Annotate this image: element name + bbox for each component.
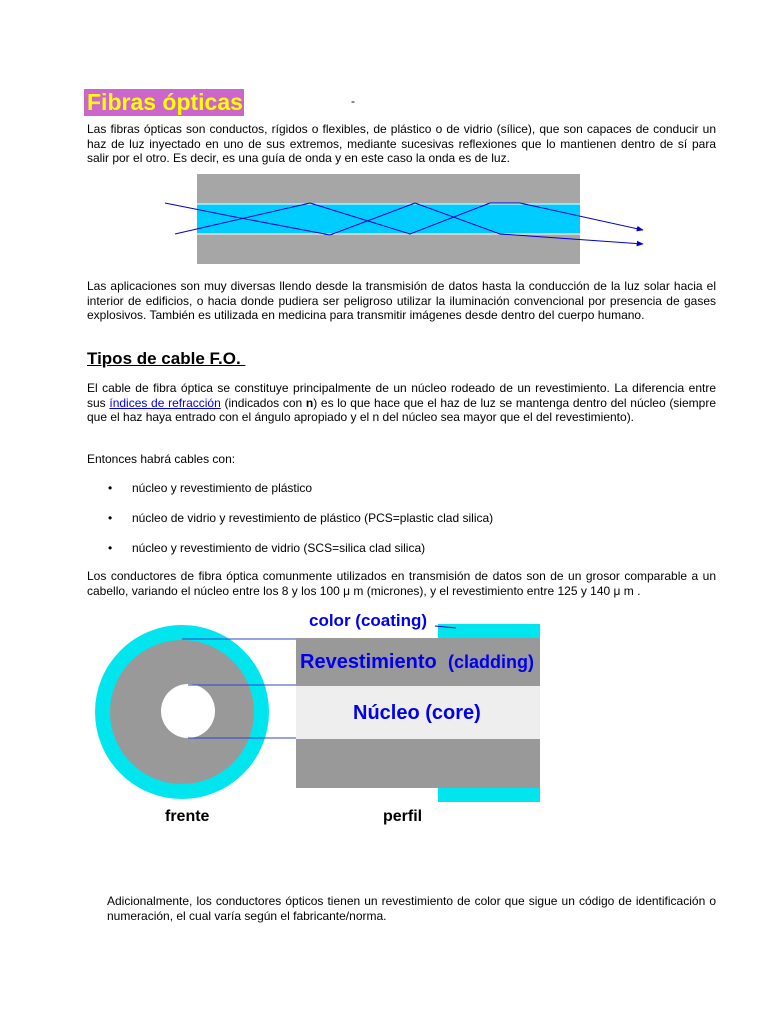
cable-description: [87, 381, 716, 425]
coating-label: color (coating): [309, 611, 428, 630]
cable-desc-bold-n: n: [305, 395, 314, 410]
cable-desc-text-3: ) es lo que hace que el haz de luz se mantenga dentro del núcleo (siempre que el haz haya entrado con el ángulo apropiado y el n del núcleo sea mayor que el del revestimiento).: [87, 395, 716, 424]
conductors-paragraph: Los conductores de fibra óptica comunmente utilizados en transmisión de datos son de un grosor comparable a un cabello, variando el núcleo entre los 8 y los 100 μ m (micrones), y el revestimiento entre 125 y 140 μ m .: [87, 569, 716, 598]
bullet-dot: •: [108, 481, 113, 495]
profile-coating-bottom: [438, 788, 540, 802]
cladding-en-label: (cladding): [448, 652, 534, 672]
cable-desc-text-2: (indicados con: [220, 395, 306, 410]
bullet-dot: •: [108, 541, 113, 555]
intro-paragraph: Las fibras ópticas son conductos, rígidos o flexibles, de plástico o de vidrio (sílice), que son capaces de conducir un haz de luz inyectado en uno de sus extremos, mediante sucesivas reflexiones que lo mantienen dentro de sí para salir por el otro. Es decir, es una guía de onda y en este caso la onda es de luz.: [87, 122, 716, 165]
cladding-label: Revestimiento: [300, 651, 437, 673]
cladding-top: [197, 174, 580, 204]
front-core: [161, 684, 215, 738]
profile-label: perfil: [383, 808, 423, 825]
bullet-item: núcleo y revestimiento de plástico: [132, 481, 313, 495]
bullet-dot: •: [108, 511, 113, 525]
bullet-item: núcleo de vidrio y revestimiento de plástico (PCS=plastic clad silica): [132, 511, 494, 525]
core-band: [197, 204, 580, 234]
profile-cladding-bottom: [296, 739, 540, 788]
refraction-index-link[interactable]: índices de refracción: [109, 395, 221, 410]
core-label: Núcleo (core): [353, 702, 481, 724]
cable-desc-text-1: El cable de fibra óptica se constituye principalmente de un núcleo rodeado de un revestimiento. La diferencia entre sus: [87, 381, 716, 410]
dash-mark: -: [351, 94, 355, 108]
additional-paragraph: Adicionalmente, los conductores ópticos tienen un revestimiento de color que sigue un código de identificación o numeración, el cual varía según el fabricante/norma.: [107, 894, 716, 923]
page-title: Fibras ópticas: [84, 89, 244, 116]
applications-paragraph: Las aplicaciones son muy diversas llendo desde la transmisión de datos hasta la conducción de la luz solar hacia el interior de edificios, o hacia donde pudiera ser peligroso utilizar la iluminación convencional por presencia de gases explosivos. También es utilizada en medicina para transmitir imágenes desde dentro del cuerpo humano.: [87, 279, 716, 322]
front-label: frente: [165, 808, 210, 825]
profile-coating-top: [438, 624, 540, 638]
bullet-item: núcleo y revestimiento de vidrio (SCS=silica clad silica): [132, 541, 426, 555]
fiber-structure-diagram: [90, 606, 550, 826]
then-paragraph: Entonces habrá cables con:: [87, 452, 236, 466]
section-heading: Tipos de cable F.O.: [87, 349, 246, 368]
cladding-bottom: [197, 234, 580, 264]
fiber-ray-diagram: [160, 172, 650, 266]
